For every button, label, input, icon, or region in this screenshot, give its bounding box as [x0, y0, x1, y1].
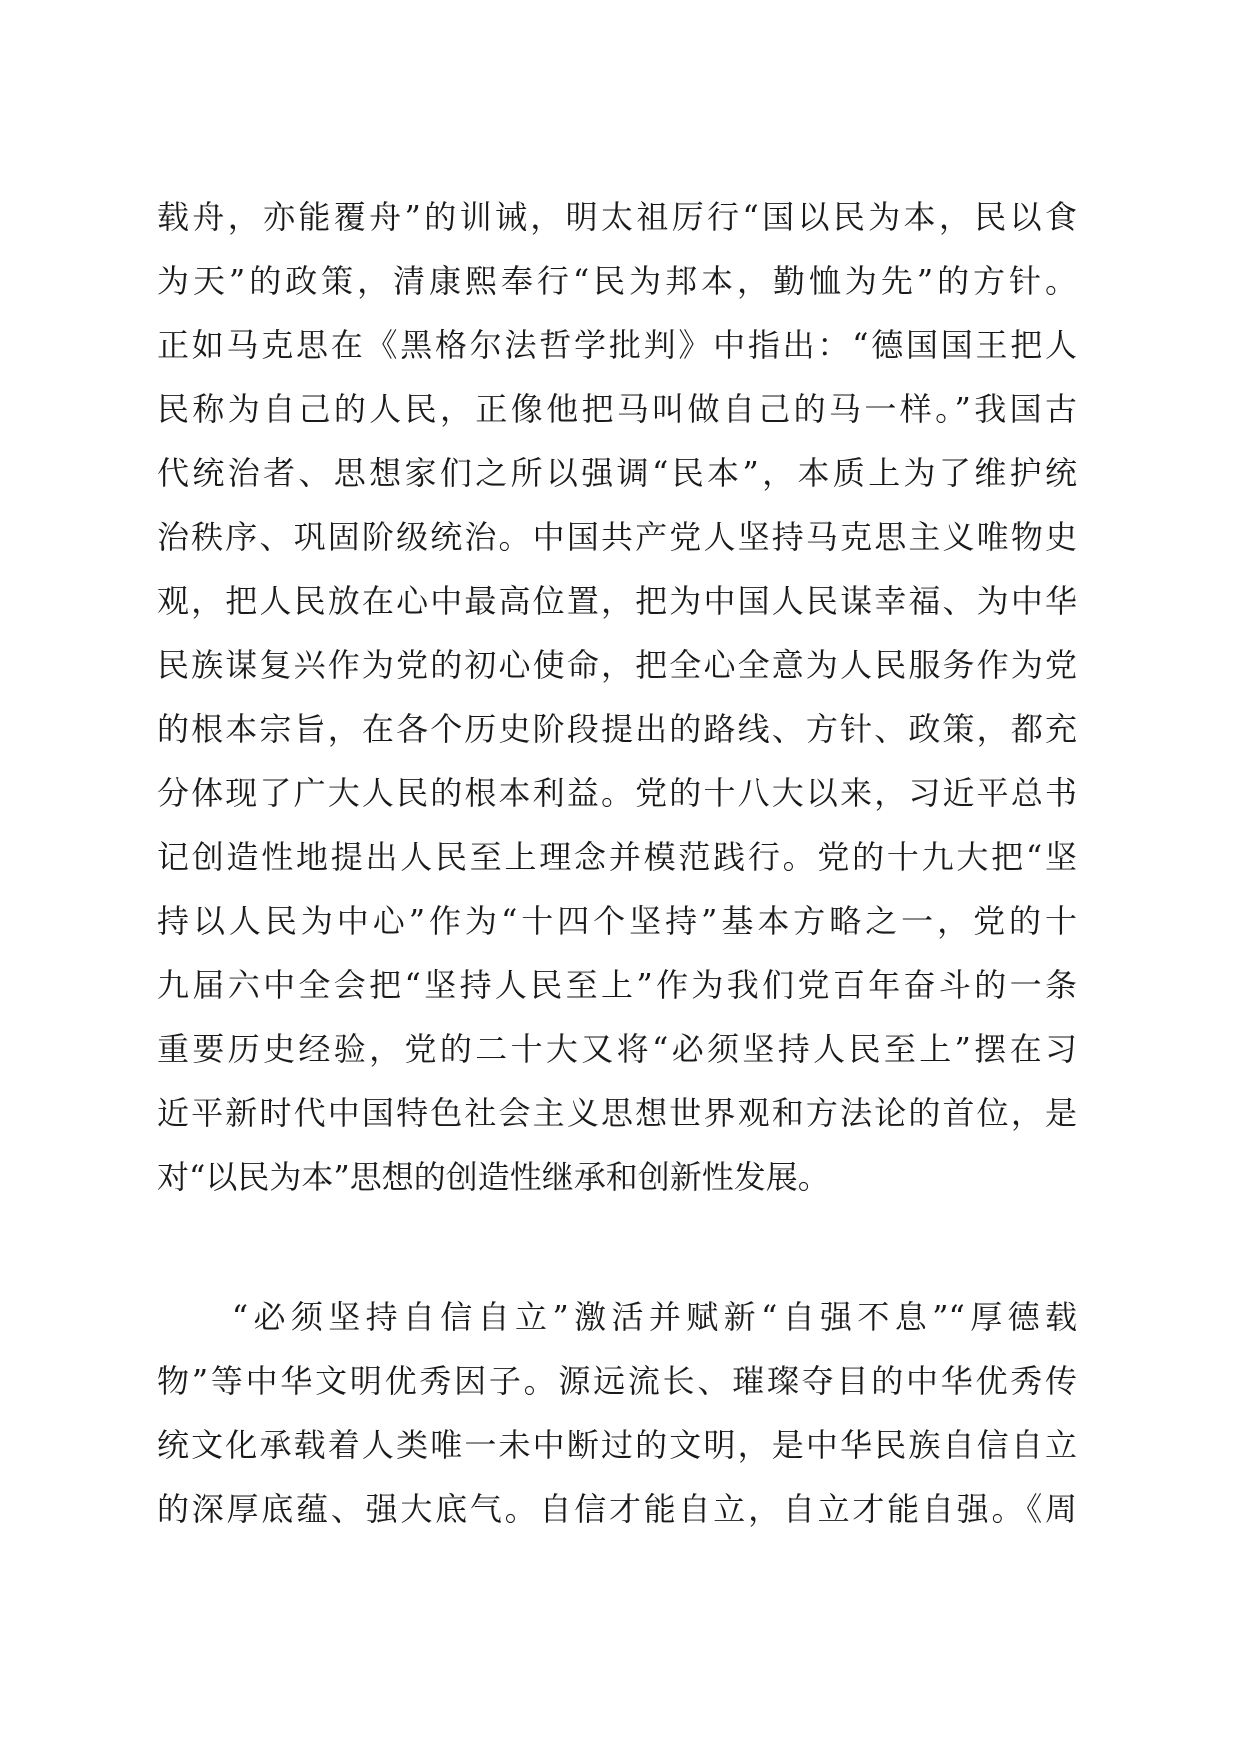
- text-line: 载舟，亦能覆舟”的训诫，明太祖厉行“国以民为本，民以食: [157, 198, 1077, 236]
- text-line: 物”等中华文明优秀因子。源远流长、璀璨夺目的中华优秀传: [157, 1362, 1077, 1400]
- text-line: 近平新时代中国特色社会主义思想世界观和方法论的首位，是: [157, 1094, 1077, 1132]
- text-line: 九届六中全会把“坚持人民至上”作为我们党百年奋斗的一条: [157, 966, 1077, 1004]
- text-line: 重要历史经验，党的二十大又将“必须坚持人民至上”摆在习: [157, 1030, 1077, 1068]
- text-line: 治秩序、巩固阶级统治。中国共产党人坚持马克思主义唯物史: [157, 518, 1077, 556]
- paragraph-self-confidence: [157, 1285, 1077, 1541]
- text-line: 正如马克思在《黑格尔法哲学批判》中指出：“德国国王把人: [157, 326, 1077, 364]
- text-line: 的深厚底蕴、强大底气。自信才能自立，自立才能自强。《周: [157, 1490, 1077, 1528]
- text-line: 代统治者、思想家们之所以强调“民本”，本质上为了维护统: [157, 454, 1077, 492]
- text-line: 对“以民为本”思想的创造性继承和创新性发展。: [157, 1158, 830, 1196]
- text-line: 记创造性地提出人民至上理念并模范践行。党的十九大把“坚: [157, 838, 1077, 876]
- text-line: 的根本宗旨，在各个历史阶段提出的路线、方针、政策，都充: [157, 710, 1077, 748]
- text-line: 持以人民为中心”作为“十四个坚持”基本方略之一，党的十: [157, 902, 1077, 940]
- text-line: 民称为自己的人民，正像他把马叫做自己的马一样。”我国古: [157, 390, 1077, 428]
- text-line: 统文化承载着人类唯一未中断过的文明，是中华民族自信自立: [157, 1426, 1077, 1464]
- text-line: 观，把人民放在心中最高位置，把为中国人民谋幸福、为中华: [157, 582, 1077, 620]
- text-line: 为天”的政策，清康熙奉行“民为邦本，勤恤为先”的方针。: [157, 262, 1077, 300]
- text-line: 分体现了广大人民的根本利益。党的十八大以来，习近平总书: [157, 774, 1077, 812]
- text-line: “必须坚持自信自立”激活并赋新“自强不息”“厚德载: [157, 1298, 1077, 1336]
- text-line: 民族谋复兴作为党的初心使命，把全心全意为人民服务作为党: [157, 646, 1077, 684]
- paragraph-people-first: [157, 185, 1077, 1209]
